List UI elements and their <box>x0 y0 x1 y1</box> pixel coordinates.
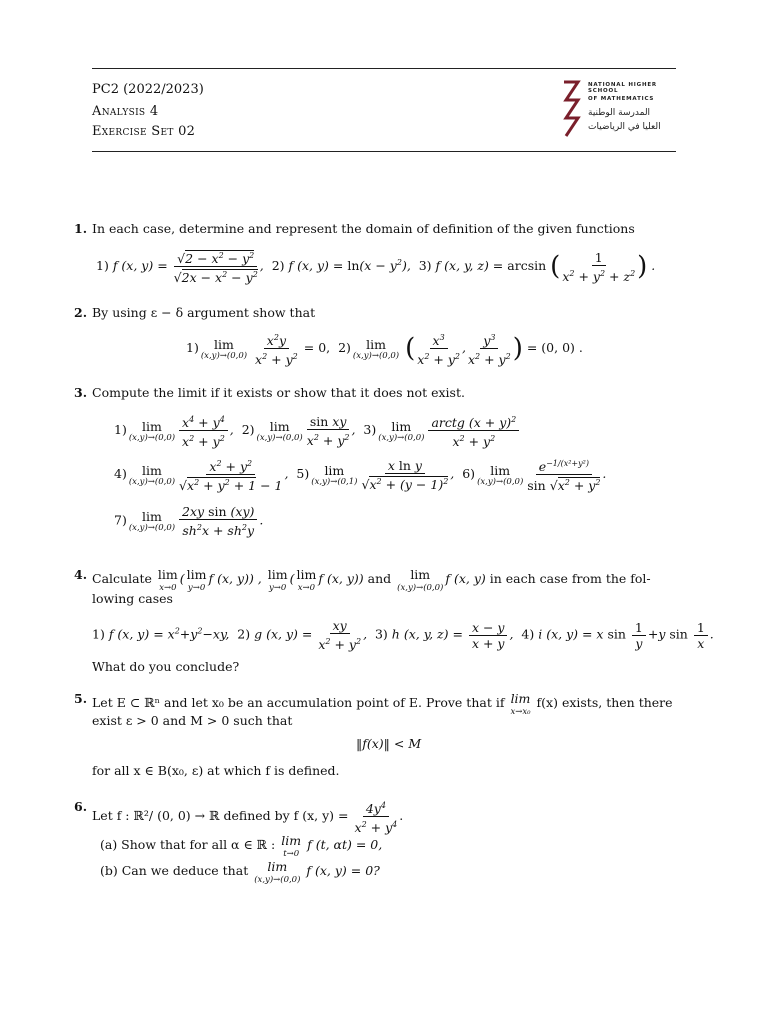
header-top-rule <box>92 68 676 69</box>
exercise-text: f(x) exists, then there <box>536 695 673 710</box>
exercise-text: By using ε − δ argument show that <box>92 305 316 320</box>
exercise-number: 2. <box>74 305 88 320</box>
exercise-text: Let E ⊂ ℝⁿ and let x₀ be an accumulation point of E. Prove that if <box>92 695 505 710</box>
exercise-text: exist ε > 0 and M > 0 such that <box>92 713 293 728</box>
logo-text-line-2: OF MATHEMATICS <box>588 96 655 102</box>
course-title: Analysis 4 <box>92 104 159 119</box>
exercise-text: lowing cases <box>92 591 173 606</box>
exercise-text: In each case, determine and represent the domain of definition of the given functions <box>92 221 635 236</box>
part-b-text: (b) Can we deduce that <box>100 863 249 878</box>
exercise-2-formulas: 1) lim (x,y)→(0,0) $\frac{x^2y}{x^2 + y^2}$ = 0, 2) lim (x,y)→(0,0) ( $\frac{x^3}{x^2 + y^2}$ , $\frac{y^3}{x^2 + y^2}$ ) = (0, 0) . <box>186 330 583 367</box>
exercise-text: and <box>367 571 392 586</box>
logo-text-line-1: NATIONAL HIGHER SCHOOL <box>588 82 657 94</box>
exercise-number: 3. <box>74 385 88 400</box>
exercise-text: Compute the limit if it exists or show that it does not exist. <box>92 385 465 400</box>
exercise-number: 4. <box>74 567 88 582</box>
exercise-set-title: Exercise Set 02 <box>92 124 196 139</box>
header-bottom-rule <box>92 151 676 152</box>
exercise-number: 1. <box>74 221 88 236</box>
logo-arabic-line-1: المدرسة الوطنية <box>588 108 651 118</box>
nhsm-logo-icon <box>560 80 584 138</box>
exercise-text: Calculate <box>92 571 152 586</box>
part-a-text: (a) Show that for all α ∈ ℝ : <box>100 837 276 852</box>
exercise-1-formulas: 1) f (x, y) = $\frac{√2 - x^2 - y^2}{√2x - x^2 - y^2}$ , 2) f (x, $y) = \ln(x - y^2)$, 3) f (x, y, z) = arcsin ( $\frac{1}{x^2 + y^2 + z^2}$ ) . <box>96 249 656 286</box>
logo-arabic-line-2: العليا في الرياضيات <box>588 122 661 132</box>
part-b-text: f (x, y) = 0? <box>306 863 380 878</box>
exercise-3-row-1: 1) lim (x,y)→(0,0) $\frac{x^4 + y^4}{x^2 + y^2}$ , 2) lim (x,y)→(0,0) $\frac{\text{sin xy}}{x^2 + y^2}$ , 3) lim (x,y)→(0,0) $\frac{arctg (x + y)^2}{x^2 + y^2}$ <box>114 412 521 449</box>
exercise-number: 5. <box>74 691 88 706</box>
exercise-text: in each case from the fol- <box>489 571 651 586</box>
exercise-3-row-3: 7) lim (x,y)→(0,0) $\frac{\text{2xy sin (xy)}}{sh^2x + sh^2y}$ . <box>114 504 264 539</box>
exercise-3-row-2: 4) lim (x,y)→(0,0) $\frac{x^2 + y^2}{√x^2 + y^2 + 1 - 1}$ , 5) lim (x,y)→(0,1) $\frac{\text{x ln y}}{√x^2 + (y - 1)^2}$ , 6) lim (x,y)→(0,0) $\frac{e^{-1/(x^2+y^2)}}{\sin √x^2 + y^2}$ . <box>114 457 607 494</box>
exercise-4-functions: 1) f (x, $y) = x^2+y^2-xy$, 2) g (x, y) = $\frac{xy}{x^2 + y^2}$ , 3) h (x, y, z) = $\frac{x - y}{x + y}$ , 4) i (x, y) = x sin $\frac{1}{y}$ +y sin $\frac{1}{x}$ . <box>92 618 714 653</box>
part-a-text: f (t, αt) = 0, <box>307 837 383 852</box>
exercise-text: Let f : ℝ²/ (0, 0) → ℝ defined by f (x, y) = <box>92 808 349 824</box>
exercise-number: 6. <box>74 799 88 814</box>
course-code: PC2 (2022/2023) <box>92 82 204 97</box>
exercise-text: What do you conclude? <box>92 659 240 674</box>
exercise-5-formula: ‖f(x)‖ < M <box>356 736 422 751</box>
exercise-text: for all x ∈ B(x₀, ε) at which f is defined. <box>92 763 340 778</box>
school-logo <box>560 80 676 138</box>
